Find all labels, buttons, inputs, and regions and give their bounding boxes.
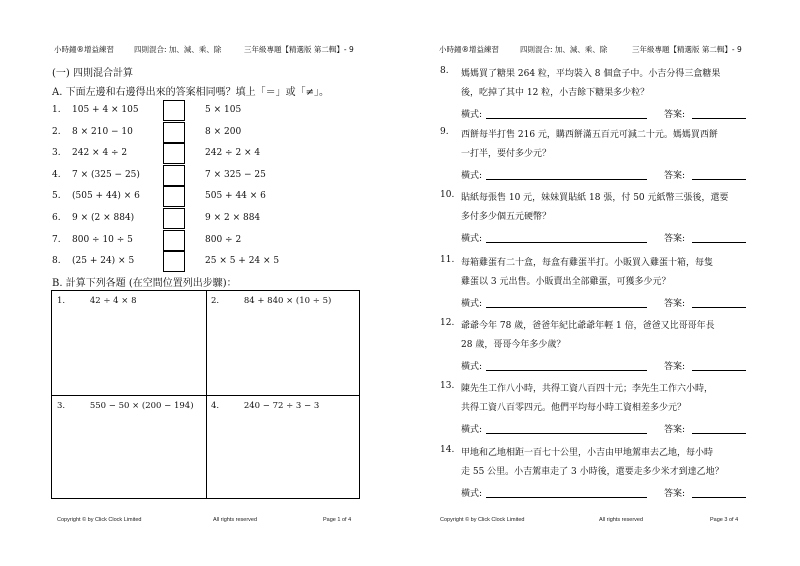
answer-label: 答案:	[664, 489, 686, 499]
item-number: 7.	[52, 234, 61, 245]
answer-line[interactable]	[692, 497, 746, 498]
problem-number: 11.	[440, 255, 455, 265]
part-b-grid	[51, 290, 360, 499]
answer-label: 答案:	[664, 299, 686, 309]
formula-label: 橫式:	[461, 299, 483, 309]
answer-box[interactable]	[163, 186, 185, 207]
problem-number: 12.	[440, 318, 455, 328]
problem-text: 陳先生工作八小時，共得工資八百四十元；李先生工作六小時，	[461, 384, 714, 394]
item-number: 3.	[52, 148, 61, 159]
item-number: 1.	[52, 105, 61, 115]
answer-box[interactable]	[163, 122, 185, 143]
left-expression: 9 × (2 × 884)	[72, 213, 135, 223]
right-expression: 25 × 5 + 24 × 5	[205, 256, 280, 267]
cell-number: 4.	[211, 401, 220, 411]
right-expression: 242 ÷ 2 × 4	[205, 148, 261, 159]
answer-box[interactable]	[163, 208, 185, 229]
right-expression: 7 × 325 − 25	[205, 169, 266, 180]
work-cell[interactable]	[211, 401, 319, 411]
problem-text: 甲地和乙地相距一百七十公里，小吉由甲地駕車去乙地，每小時	[461, 448, 714, 458]
footer-copyright: Copyright © by Click Clock Limited	[57, 517, 142, 523]
formula-label: 橫式:	[461, 489, 483, 499]
left-expression: 105 + 4 × 105	[72, 105, 139, 115]
answer-line[interactable]	[692, 307, 746, 308]
formula-answer-line[interactable]	[486, 118, 647, 119]
header-title: 三年級專題【精選版 第二輯】- 9	[632, 45, 742, 54]
item-number: 5.	[52, 191, 61, 202]
problem-text: 後，吃掉了其中 12 粒，小吉餘下糖果多少粒？	[461, 88, 650, 98]
problem-text: 走 55 公里。小吉駕車走了 3 小時後，還要走多少米才到達乙地？	[461, 467, 724, 477]
answer-box[interactable]	[163, 230, 185, 251]
answer-label: 答案:	[664, 362, 686, 372]
formula-label: 橫式:	[461, 110, 483, 120]
formula-answer-line[interactable]	[486, 179, 647, 180]
problem-number: 10.	[440, 190, 455, 200]
answer-line[interactable]	[692, 118, 746, 119]
right-expression: 9 × 2 × 884	[205, 213, 261, 223]
work-cell[interactable]	[57, 401, 194, 411]
footer-copyright: Copyright © by Click Clock Limited	[440, 517, 525, 523]
footer-page: Page 3 of 4	[710, 517, 739, 523]
worksheet-page-3	[400, 0, 800, 566]
left-expression: (505 + 44) × 6	[72, 191, 140, 202]
left-expression: 800 ÷ 10 ÷ 5	[72, 234, 133, 245]
item-number: 6.	[52, 213, 61, 223]
grid-divider	[52, 395, 359, 396]
left-expression: 7 × (325 − 25)	[72, 169, 140, 180]
header-topic: 四則混合: 加、減、乘、除	[134, 45, 222, 54]
problem-number: 9.	[440, 127, 449, 137]
item-number: 2.	[52, 126, 61, 137]
cell-expression: 42 ÷ 4 × 8	[89, 296, 137, 306]
work-cell[interactable]	[57, 296, 137, 306]
answer-label: 答案:	[664, 234, 686, 244]
cell-number: 3.	[57, 401, 66, 411]
footer-page: Page 1 of 4	[323, 517, 352, 523]
header-brand: 小時鐘®增益練習	[439, 45, 499, 54]
problem-text: 多付多少個五元硬幣？	[461, 212, 552, 222]
problem-text: 一打半，要付多少元？	[461, 149, 552, 159]
problem-number: 14.	[440, 445, 455, 455]
problem-text: 每箱雞蛋有二十盒，每盒有雞蛋半打。小販買入雞蛋十箱，每隻	[461, 258, 714, 268]
section-title: (一) 四則混合計算	[52, 68, 133, 79]
answer-label: 答案:	[664, 425, 686, 435]
formula-answer-line[interactable]	[486, 307, 647, 308]
problem-text: 媽媽買了糖果 264 粒，平均裝入 8 個盒子中。小吉分得三盒糖果	[461, 69, 721, 79]
cell-expression: 240 − 72 ÷ 3 − 3	[243, 401, 320, 411]
problem-text: 貼紙每張售 10 元，妹妹買貼紙 18 張，付 50 元紙幣三張後，還要	[461, 193, 729, 203]
answer-box[interactable]	[163, 100, 185, 121]
cell-expression: 84 + 840 × (10 ÷ 5)	[243, 296, 332, 306]
right-expression: 800 ÷ 2	[205, 234, 242, 245]
right-expression: 5 × 105	[205, 105, 242, 115]
formula-answer-line[interactable]	[486, 242, 647, 243]
formula-answer-line[interactable]	[486, 497, 647, 498]
left-expression: 8 × 210 − 10	[72, 126, 133, 137]
answer-line[interactable]	[692, 433, 746, 434]
answer-box[interactable]	[163, 251, 185, 272]
answer-line[interactable]	[692, 242, 746, 243]
header-title: 三年級專題【精選版 第二輯】- 9	[244, 45, 354, 54]
left-expression: (25 + 24) × 5	[72, 256, 135, 267]
problem-number: 13.	[440, 381, 455, 391]
formula-label: 橫式:	[461, 425, 483, 435]
problem-text: 爺爺今年 78 歲，爸爸年紀比爺爺年輕 1 倍，爸爸又比哥哥年長	[461, 321, 715, 331]
header-brand: 小時鐘®增益練習	[54, 45, 114, 54]
item-number: 8.	[52, 256, 61, 267]
item-number: 4.	[52, 169, 61, 180]
formula-label: 橫式:	[461, 171, 483, 181]
cell-number: 2.	[211, 296, 220, 306]
part-a-instruction: A. 下面左邊和右邊得出來的答案相同嗎？填上「＝」或「≠」。	[52, 87, 329, 98]
answer-label: 答案:	[664, 110, 686, 120]
header-topic: 四則混合: 加、減、乘、除	[520, 45, 608, 54]
right-expression: 8 × 200	[205, 126, 242, 137]
problem-text: 28 歲，哥哥今年多少歲？	[461, 340, 566, 350]
problem-text: 西餅每半打售 216 元，購西餅滿五百元可減二十元。媽媽買西餅	[461, 130, 718, 140]
problem-number: 8.	[440, 66, 449, 76]
footer-rights: All rights reserved	[599, 517, 644, 523]
answer-line[interactable]	[692, 179, 746, 180]
part-b-instruction: B. 計算下列各題 (在空間位置列出步驟)：	[52, 278, 237, 289]
left-expression: 242 × 4 ÷ 2	[72, 148, 128, 159]
formula-answer-line[interactable]	[486, 370, 647, 371]
footer-rights: All rights reserved	[213, 517, 258, 523]
problem-text: 雞蛋以 3 元出售。小販賣出全部雞蛋，可獲多少元？	[461, 277, 671, 287]
problem-text: 共得工資八百零四元。他們平均每小時工資相差多少元？	[461, 403, 687, 413]
formula-answer-line[interactable]	[486, 433, 647, 434]
work-cell[interactable]	[211, 296, 331, 306]
right-expression: 505 + 44 × 6	[205, 191, 266, 202]
cell-number: 1.	[57, 296, 66, 306]
formula-label: 橫式:	[461, 362, 483, 372]
answer-box[interactable]	[163, 165, 185, 186]
answer-label: 答案:	[664, 171, 686, 181]
cell-expression: 550 − 50 × (200 − 194)	[89, 401, 194, 411]
answer-box[interactable]	[163, 143, 185, 164]
answer-line[interactable]	[692, 370, 746, 371]
formula-label: 橫式:	[461, 234, 483, 244]
